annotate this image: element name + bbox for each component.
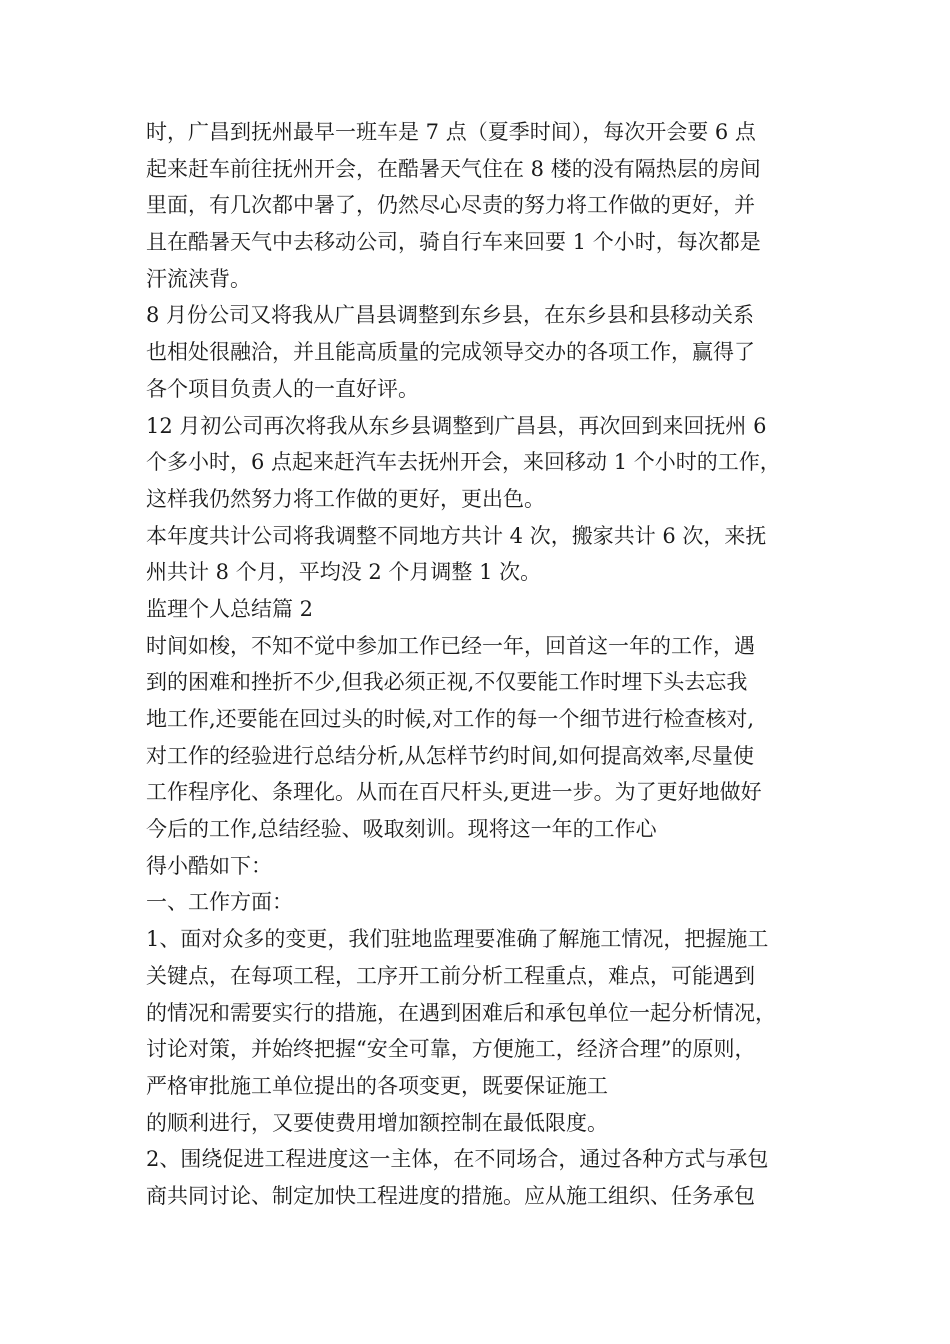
text-line: 个多小时，6 点起来赶汽车去抚州开会，来回移动 1 个小时的工作， [146,450,781,475]
text-line: 商共同讨论、制定加快工程进度的措施。应从施工组织、任务承包 [146,1183,755,1208]
text-line: 州共计 8 个月，平均没 2 个月调整 1 次。 [146,560,542,585]
text-line: 2、围绕促进工程进度这一主体，在不同场合，通过各种方式与承包 [146,1147,769,1172]
text-line: 的顺利进行，又要使费用增加额控制在最低限度。 [146,1110,608,1135]
document-body [146,114,826,1215]
text-line: 得小酷如下： [146,853,272,878]
text-line: 工作程序化、条理化。从而在百尺杆头,更进一步。为了更好地做好 [146,780,762,805]
text-line: 各个项目负责人的一直好评。 [146,376,419,401]
text-line: 也相处很融洽，并且能高质量的完成领导交办的各项工作，赢得了 [146,340,755,365]
section-heading: 监理个人总结篇 2 [146,596,314,621]
text-line: 的情况和需要实行的措施，在遇到困难后和承包单位一起分析情况， [146,1000,776,1025]
text-line: 今后的工作,总结经验、吸取刻训。现将这一年的工作心 [146,817,657,842]
subsection-heading: 一、工作方面： [146,890,293,915]
text-line: 这样我仍然努力将工作做的更好，更出色。 [146,486,545,511]
text-line: 时间如梭，不知不觉中参加工作已经一年，回首这一年的工作，遇 [146,633,755,658]
text-line: 12 月初公司再次将我从东乡县调整到广昌县，再次回到来回抚州 6 [146,413,767,438]
text-line: 到的困难和挫折不少,但我必须正视,不仅要能工作时埋下头去忘我 [146,670,748,695]
text-line: 本年度共计公司将我调整不同地方共计 4 次，搬家共计 6 次，来抚 [146,523,767,548]
text-line: 讨论对策，并始终把握“安全可靠，方便施工，经济合理”的原则， [146,1037,756,1062]
text-line: 时，广昌到抚州最早一班车是 7 点（夏季时间），每次开会要 6 点 [146,120,756,144]
text-line: 地工作,还要能在回过头的时候,对工作的每一个细节进行检查核对, [146,707,755,731]
text-line: 关键点，在每项工程，工序开工前分析工程重点，难点，可能遇到 [146,963,755,988]
text-line: 严格审批施工单位提出的各项变更，既要保证施工 [146,1073,608,1098]
text-line: 起来赶车前往抚州开会，在酷暑天气住在 8 楼的没有隔热层的房间 [146,156,761,181]
text-line: 且在酷暑天气中去移动公司，骑自行车来回要 1 个小时，每次都是 [146,230,761,255]
text-line: 里面，有几次都中暑了，仍然尽心尽责的努力将工作做的更好，并 [146,193,755,218]
text-line: 汗流浃背。 [146,266,251,291]
text-line: 对工作的经验进行总结分析,从怎样节约时间,如何提高效率,尽量使 [146,743,755,768]
text-line: 1、面对众多的变更，我们驻地监理要准确了解施工情况，把握施工 [146,927,769,952]
text-line: 8 月份公司又将我从广昌县调整到东乡县，在东乡县和县移动关系 [146,303,755,328]
